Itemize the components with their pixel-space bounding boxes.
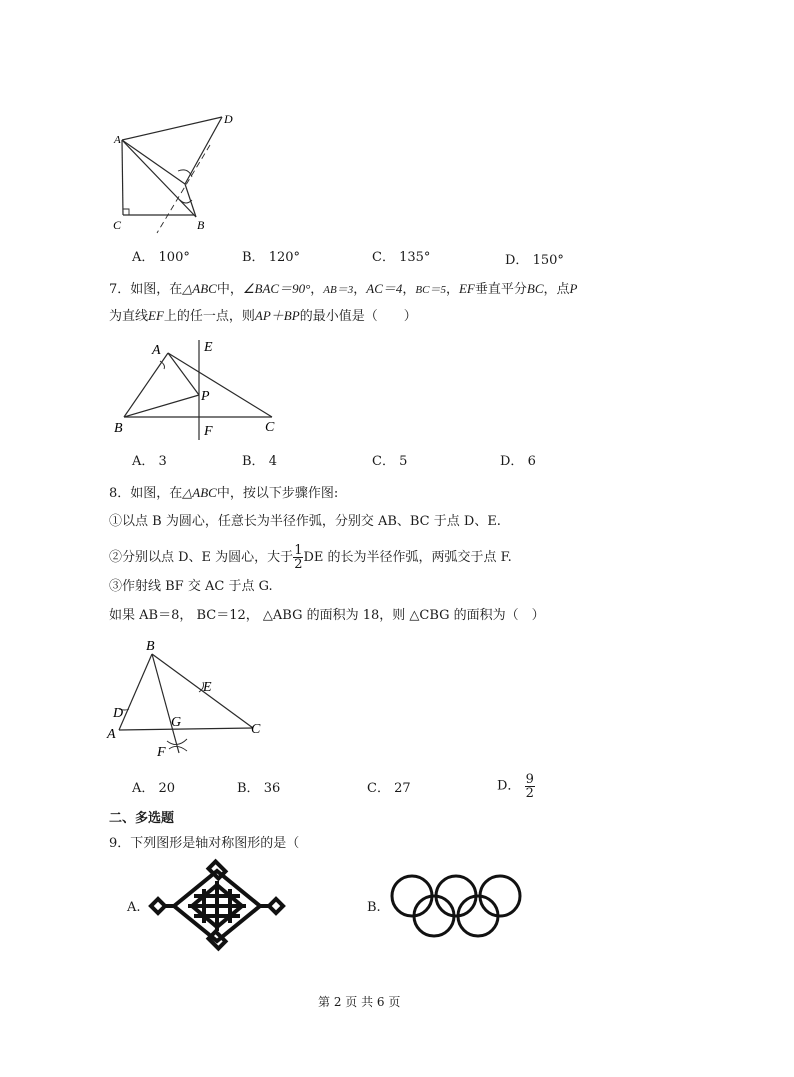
- q7-label-e: E: [204, 340, 213, 355]
- q7-label-f: F: [204, 424, 213, 439]
- q8-intro: 8．如图，在△ABC中，按以下步骤作图:: [109, 485, 339, 501]
- q6-label-c: C: [113, 218, 122, 232]
- chinese-knot-icon[interactable]: [150, 865, 285, 945]
- q6-figure: [100, 105, 250, 235]
- q7-option-d[interactable]: D． 6: [500, 454, 536, 469]
- q9-option-a-label[interactable]: A.: [127, 900, 141, 915]
- q8-label-f: F: [157, 745, 166, 760]
- q6-option-b[interactable]: B． 120°: [242, 250, 301, 265]
- q8-step2-fraction: $\frac{1}{2}$: [294, 543, 303, 572]
- q7-option-a[interactable]: A． 3: [132, 454, 167, 469]
- q7-option-c[interactable]: C． 5: [372, 454, 408, 469]
- q7-label-c: C: [265, 420, 275, 435]
- q8-figure: [105, 635, 275, 765]
- q8-label-g: G: [171, 715, 182, 730]
- section-2-title: 二、多选题: [109, 811, 175, 826]
- q8-step1: ①以点 B 为圆心，任意长为半径作弧，分别交 AB、BC 于点 D、E.: [109, 514, 501, 529]
- q8-step3: ③作射线 BF 交 AC 于点 G.: [109, 579, 273, 594]
- q6-label-b: B: [197, 218, 205, 232]
- q8-label-e: E: [203, 680, 212, 695]
- q7-figure: [110, 335, 290, 445]
- q6-option-d[interactable]: D． 150°: [505, 253, 564, 268]
- q8-option-c[interactable]: C． 27: [367, 781, 411, 796]
- q8-label-b: B: [146, 639, 155, 654]
- q6-option-a[interactable]: A． 100°: [132, 250, 190, 265]
- page-footer: 第 2 页 共 6 页: [318, 995, 401, 1009]
- q6-option-c[interactable]: C． 135°: [372, 250, 431, 265]
- q9-stem: 9．下列图形是轴对称图形的是（: [109, 836, 300, 851]
- q7-label-p: P: [201, 389, 210, 404]
- q8-label-d: D: [113, 706, 124, 721]
- q6-label-d: D: [224, 112, 233, 126]
- q7-option-b[interactable]: B． 4: [242, 454, 277, 469]
- q8-option-a[interactable]: A． 20: [132, 781, 176, 796]
- q6-label-a: A: [114, 134, 121, 146]
- q8-label-c: C: [251, 722, 261, 737]
- q8-option-d-fraction: $\frac{9}{2}$: [525, 772, 534, 801]
- q8-condition: 如果 AB＝8， BC＝12， △ABG 的面积为 18，则 △CBG 的面积为（ ）: [109, 608, 545, 623]
- olympic-rings-icon[interactable]: [388, 872, 528, 940]
- q7-stem-line2: 为直线EF上的任一点，则AP＋BP的最小值是（ ）: [109, 308, 417, 324]
- q8-step2: ②分别以点 D、E 为圆心，大于 $\frac{1}{2}$ DE 的长为半径作弧，两弧交于点 F.: [109, 543, 512, 572]
- q7-label-b: B: [114, 421, 123, 436]
- q7-stem-line1: 7．如图，在△ABC中，∠BAC＝90°，AB＝3，AC＝4，BC＝5，EF垂直平分BC，点P: [109, 281, 578, 297]
- q8-option-b[interactable]: B． 36: [237, 781, 281, 796]
- q8-option-d[interactable]: D． $\frac{9}{2}$: [497, 772, 534, 801]
- q8-label-a: A: [107, 727, 116, 742]
- q7-label-a: A: [152, 343, 161, 358]
- q9-option-b-label[interactable]: B.: [367, 900, 381, 915]
